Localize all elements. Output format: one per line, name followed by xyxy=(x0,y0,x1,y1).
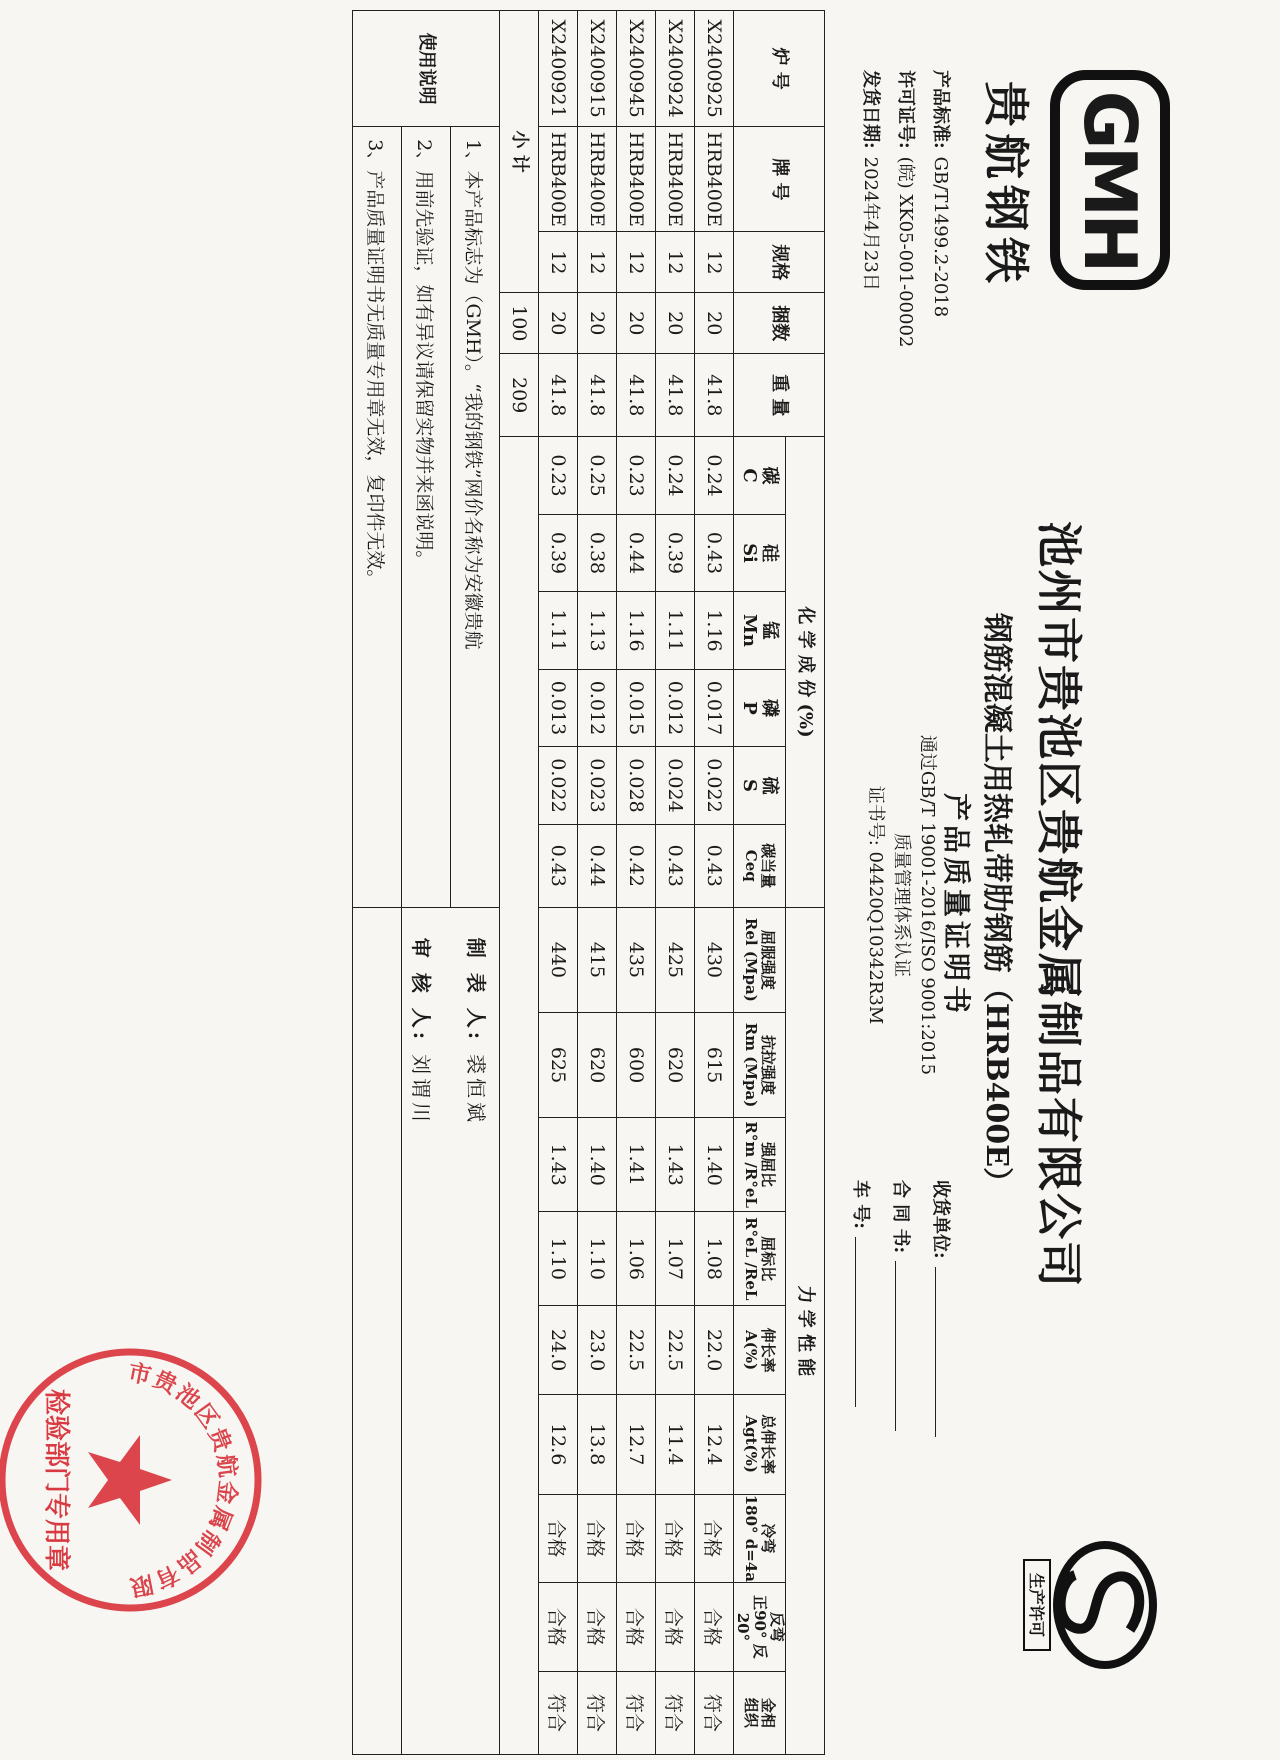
standard-value: GB/T1499.2-2018 xyxy=(930,156,951,318)
vehicle-blank xyxy=(855,1237,856,1407)
header-rebend xyxy=(734,1583,786,1672)
preparer-line xyxy=(464,938,493,1754)
header-ceq-cn: 碳当量 xyxy=(759,843,778,889)
header-cold-bend-sym: 180° d=4a xyxy=(742,1494,761,1582)
header-total-elong xyxy=(734,1394,786,1494)
header-c-sym: C xyxy=(739,468,761,483)
cell-heat: X2400925 xyxy=(695,11,734,127)
cell-grade: HRB400E xyxy=(695,127,734,232)
cell-c: 0.23 xyxy=(617,437,656,515)
cell-ceq: 0.43 xyxy=(656,824,695,907)
cell-weight: 41.8 xyxy=(695,354,734,437)
cell-p: 0.015 xyxy=(617,669,656,747)
cell-ratio1: 1.43 xyxy=(539,1118,578,1212)
notes-label: 使用说明 xyxy=(353,11,500,127)
cell-mn: 1.11 xyxy=(656,592,695,670)
vehicle-label: 车 号: xyxy=(850,1180,871,1229)
cell-elong: 23.0 xyxy=(578,1306,617,1395)
iso-line-1: 通过GB/T 19001-2016/ISO 9001:2015 xyxy=(917,734,938,1076)
cell-ceq: 0.43 xyxy=(695,824,734,907)
cert-title: 产品质量证明书 xyxy=(940,792,973,1017)
cell-rebend: 合格 xyxy=(617,1583,656,1672)
contract-label: 合 同 书: xyxy=(890,1180,911,1254)
cell-total-elong: 12.7 xyxy=(617,1394,656,1494)
contract-line xyxy=(889,1180,915,1431)
subtotal-bundles: 100 xyxy=(500,293,539,354)
cell-rm: 615 xyxy=(695,1012,734,1117)
header-elong xyxy=(734,1306,786,1395)
header-ratio2 xyxy=(734,1212,786,1306)
cell-cold-bend: 合格 xyxy=(695,1494,734,1583)
header-p-cn: 磷 xyxy=(759,698,781,717)
cell-mn: 1.11 xyxy=(539,592,578,670)
quality-table xyxy=(352,10,825,1755)
cell-cold-bend: 合格 xyxy=(539,1494,578,1583)
cell-ratio2: 1.06 xyxy=(617,1212,656,1306)
cell-metallo: 符合 xyxy=(695,1671,734,1754)
qs-label: 生产许可 xyxy=(1027,1572,1046,1638)
notes-row-3 xyxy=(353,11,402,1755)
cell-ratio1: 1.40 xyxy=(695,1118,734,1212)
preparer-label: 制 表 人: xyxy=(464,937,489,1044)
cell-ceq: 0.44 xyxy=(578,824,617,907)
cell-ratio1: 1.41 xyxy=(617,1118,656,1212)
cell-rm: 620 xyxy=(656,1012,695,1117)
header-rel xyxy=(734,907,786,1012)
cell-spec: 12 xyxy=(656,232,695,293)
stamp-seal-icon xyxy=(0,1330,280,1630)
logo-name: 贵航钢铁 xyxy=(979,81,1033,289)
cell-rebend: 合格 xyxy=(695,1583,734,1672)
cell-bundles: 20 xyxy=(617,293,656,354)
cell-total-elong: 12.4 xyxy=(695,1394,734,1494)
cell-bundles: 20 xyxy=(578,293,617,354)
cell-elong: 22.5 xyxy=(656,1306,695,1395)
cell-total-elong: 13.8 xyxy=(578,1394,617,1494)
header-total-elong-cn: 总伸长率 xyxy=(759,1414,778,1475)
header-si xyxy=(734,514,786,592)
reviewer-line xyxy=(409,938,438,1754)
cell-s: 0.023 xyxy=(578,747,617,825)
cell-metallo: 符合 xyxy=(656,1671,695,1754)
standard-label: 产品标准: xyxy=(930,70,951,149)
cell-rel: 440 xyxy=(539,907,578,1012)
cell-mn: 1.16 xyxy=(695,592,734,670)
subtotal-label: 小 计 xyxy=(500,11,539,293)
table-row xyxy=(695,11,734,1755)
header-weight: 重 量 xyxy=(734,354,825,437)
reviewer-name: 刘谓川 xyxy=(409,1054,434,1127)
notes-row-1 xyxy=(451,11,500,1755)
cell-elong: 22.5 xyxy=(617,1306,656,1395)
cert-no-value: 04420Q10342R3M xyxy=(865,851,886,1025)
cell-grade: HRB400E xyxy=(656,127,695,232)
header-c xyxy=(734,437,786,515)
cell-s: 0.024 xyxy=(656,747,695,825)
table-row xyxy=(578,11,617,1755)
header-cold-bend-cn: 冷弯 xyxy=(759,1523,778,1554)
header-elong-sym: A(%) xyxy=(742,1330,761,1371)
cell-s: 0.022 xyxy=(539,747,578,825)
cell-ratio1: 1.40 xyxy=(578,1118,617,1212)
reviewer-label: 审 核 人: xyxy=(409,937,434,1044)
cell-ratio2: 1.10 xyxy=(578,1212,617,1306)
header-metallo-sym: 组织 xyxy=(742,1697,761,1728)
header-ratio1-sym: R°m /R°eL xyxy=(742,1121,761,1208)
table-row xyxy=(539,11,578,1755)
stamp-outer-text: 市贵池区贵航金属制品有限 xyxy=(125,1358,242,1602)
cell-rel: 430 xyxy=(695,907,734,1012)
cell-grade: HRB400E xyxy=(539,127,578,232)
header-rebend-cn: 反弯 xyxy=(768,1611,786,1642)
header-rm xyxy=(734,1012,786,1117)
cell-cold-bend: 合格 xyxy=(656,1494,695,1583)
header-mn xyxy=(734,592,786,670)
cell-weight: 41.8 xyxy=(617,354,656,437)
header-elong-cn: 伸长率 xyxy=(759,1327,778,1373)
cell-heat: X2400945 xyxy=(617,11,656,127)
cell-heat: X2400921 xyxy=(539,11,578,127)
header-ratio2-sym: R°eL /ReL xyxy=(742,1217,761,1301)
header-si-cn: 硅 xyxy=(759,543,781,562)
cell-heat: X2400915 xyxy=(578,11,617,127)
header-rel-sym: Rel (Mpa) xyxy=(742,917,761,1002)
header-c-cn: 碳 xyxy=(759,466,781,485)
cell-s: 0.028 xyxy=(617,747,656,825)
logo-mark: GMH xyxy=(1050,70,1170,290)
date-line xyxy=(859,70,885,291)
table-header-row-1 xyxy=(786,11,825,1755)
header-ceq-sym: Ceq xyxy=(742,849,761,882)
notes-empty xyxy=(353,907,402,1754)
header-mechanical: 力 学 性 能 xyxy=(786,907,825,1754)
header-cold-bend xyxy=(734,1494,786,1583)
cell-rm: 600 xyxy=(617,1012,656,1117)
cell-p: 0.013 xyxy=(539,669,578,747)
cell-p: 0.017 xyxy=(695,669,734,747)
cert-no-label: 证书号: xyxy=(865,785,886,846)
cell-grade: HRB400E xyxy=(617,127,656,232)
cell-ceq: 0.43 xyxy=(539,824,578,907)
receiver-line xyxy=(929,1180,955,1437)
cell-ratio2: 1.07 xyxy=(656,1212,695,1306)
header-s-sym: S xyxy=(739,778,761,792)
subtotal-weight: 209 xyxy=(500,354,539,437)
date-value: 2024年4月23日 xyxy=(860,156,881,291)
qs-logo-icon xyxy=(1020,1520,1160,1690)
company-logo xyxy=(980,70,1170,300)
cell-rm: 625 xyxy=(539,1012,578,1117)
cell-grade: HRB400E xyxy=(578,127,617,232)
contract-blank xyxy=(895,1261,896,1431)
header-mn-sym: Mn xyxy=(739,613,761,647)
receiver-label: 收货单位: xyxy=(930,1180,951,1259)
cell-bundles: 20 xyxy=(695,293,734,354)
preparer-name: 裘恒斌 xyxy=(464,1054,489,1127)
header-rm-cn: 抗拉强度 xyxy=(759,1035,778,1096)
header-heat-no: 炉 号 xyxy=(734,11,825,127)
cell-ratio1: 1.43 xyxy=(656,1118,695,1212)
vehicle-line xyxy=(849,1180,875,1407)
product-title: 钢筋混凝土用热轧带肋钢筋（HRB400E） xyxy=(979,612,1014,1198)
cell-metallo: 符合 xyxy=(539,1671,578,1754)
header-total-elong-sym: Agt(%) xyxy=(742,1415,761,1473)
header-grade: 牌 号 xyxy=(734,127,825,232)
cell-rel: 425 xyxy=(656,907,695,1012)
header-s-cn: 硫 xyxy=(759,776,781,795)
cell-rm: 620 xyxy=(578,1012,617,1117)
note-3: 3、产品质量证明书无质量专用章无效，复印件无效。 xyxy=(353,127,402,908)
cell-total-elong: 11.4 xyxy=(656,1394,695,1494)
header-metallo xyxy=(734,1671,786,1754)
header-rebend-sym: 正90° 反20° xyxy=(734,1595,769,1659)
cell-mn: 1.13 xyxy=(578,592,617,670)
note-1: 1、本产品标志为（GMH）。“我的钢铁”网价名称为安徽贵航 xyxy=(451,127,500,908)
cell-p: 0.012 xyxy=(656,669,695,747)
cell-metallo: 符合 xyxy=(617,1671,656,1754)
cell-bundles: 20 xyxy=(656,293,695,354)
cell-spec: 12 xyxy=(617,232,656,293)
header-p-sym: P xyxy=(739,701,761,715)
cell-ratio2: 1.08 xyxy=(695,1212,734,1306)
cell-ceq: 0.42 xyxy=(617,824,656,907)
cell-weight: 41.8 xyxy=(578,354,617,437)
cell-si: 0.43 xyxy=(695,514,734,592)
cell-p: 0.012 xyxy=(578,669,617,747)
header-rel-cn: 屈服强度 xyxy=(759,929,778,990)
cell-cold-bend: 合格 xyxy=(617,1494,656,1583)
cell-si: 0.44 xyxy=(617,514,656,592)
cell-si: 0.38 xyxy=(578,514,617,592)
header-ratio1 xyxy=(734,1118,786,1212)
header-spec: 规格 xyxy=(734,232,825,293)
cell-c: 0.25 xyxy=(578,437,617,515)
iso-line-2: 质量管理体系认证 xyxy=(891,833,912,977)
license-value: (皖) XK05-001-00002 xyxy=(895,156,916,348)
subtotal-row xyxy=(500,11,539,1755)
cell-rel: 415 xyxy=(578,907,617,1012)
header-mn-cn: 锰 xyxy=(759,621,781,640)
header-ceq xyxy=(734,824,786,907)
header-metallo-cn: 金相 xyxy=(759,1697,778,1728)
qs-mark xyxy=(1020,1520,1160,1690)
receiver-blank xyxy=(935,1267,936,1437)
cell-rebend: 合格 xyxy=(539,1583,578,1672)
header-p xyxy=(734,669,786,747)
cell-heat: X2400924 xyxy=(656,11,695,127)
date-label: 发货日期: xyxy=(860,70,881,149)
table-row xyxy=(617,11,656,1755)
cell-c: 0.24 xyxy=(695,437,734,515)
license-line xyxy=(894,70,920,347)
stamp-inner-text: 检验部门专用章 xyxy=(41,1388,71,1572)
signature-block xyxy=(402,907,500,1754)
header-rm-sym: Rm (Mpa) xyxy=(742,1022,761,1108)
cell-metallo: 符合 xyxy=(578,1671,617,1754)
cell-rebend: 合格 xyxy=(578,1583,617,1672)
header-ratio2-cn: 屈标比 xyxy=(759,1236,778,1282)
cell-ratio2: 1.10 xyxy=(539,1212,578,1306)
cell-si: 0.39 xyxy=(656,514,695,592)
note-2: 2、用前先验证，如有异议请保留实物并来函说明。 xyxy=(402,127,451,908)
cell-rel: 435 xyxy=(617,907,656,1012)
company-name: 池州市贵池区贵航金属制品有限公司 xyxy=(1032,521,1086,1289)
cell-weight: 41.8 xyxy=(539,354,578,437)
cell-elong: 22.0 xyxy=(695,1306,734,1395)
cell-s: 0.022 xyxy=(695,747,734,825)
cell-cold-bend: 合格 xyxy=(578,1494,617,1583)
header-bundles: 捆数 xyxy=(734,293,825,354)
cell-elong: 24.0 xyxy=(539,1306,578,1395)
cell-si: 0.39 xyxy=(539,514,578,592)
cell-c: 0.23 xyxy=(539,437,578,515)
inspection-stamp xyxy=(0,1330,280,1630)
cell-weight: 41.8 xyxy=(656,354,695,437)
cell-spec: 12 xyxy=(695,232,734,293)
cell-c: 0.24 xyxy=(656,437,695,515)
cell-spec: 12 xyxy=(578,232,617,293)
subtotal-empty xyxy=(500,437,539,1755)
header-s xyxy=(734,747,786,825)
cell-spec: 12 xyxy=(539,232,578,293)
table-row xyxy=(656,11,695,1755)
cell-total-elong: 12.6 xyxy=(539,1394,578,1494)
header-si-sym: Si xyxy=(739,543,761,563)
cell-mn: 1.16 xyxy=(617,592,656,670)
license-label: 许可证号: xyxy=(895,70,916,149)
cell-bundles: 20 xyxy=(539,293,578,354)
cell-rebend: 合格 xyxy=(656,1583,695,1672)
header-chemistry: 化 学 成 份 (%) xyxy=(786,437,825,908)
standard-line xyxy=(929,70,955,317)
header-ratio1-cn: 强屈比 xyxy=(759,1142,778,1188)
